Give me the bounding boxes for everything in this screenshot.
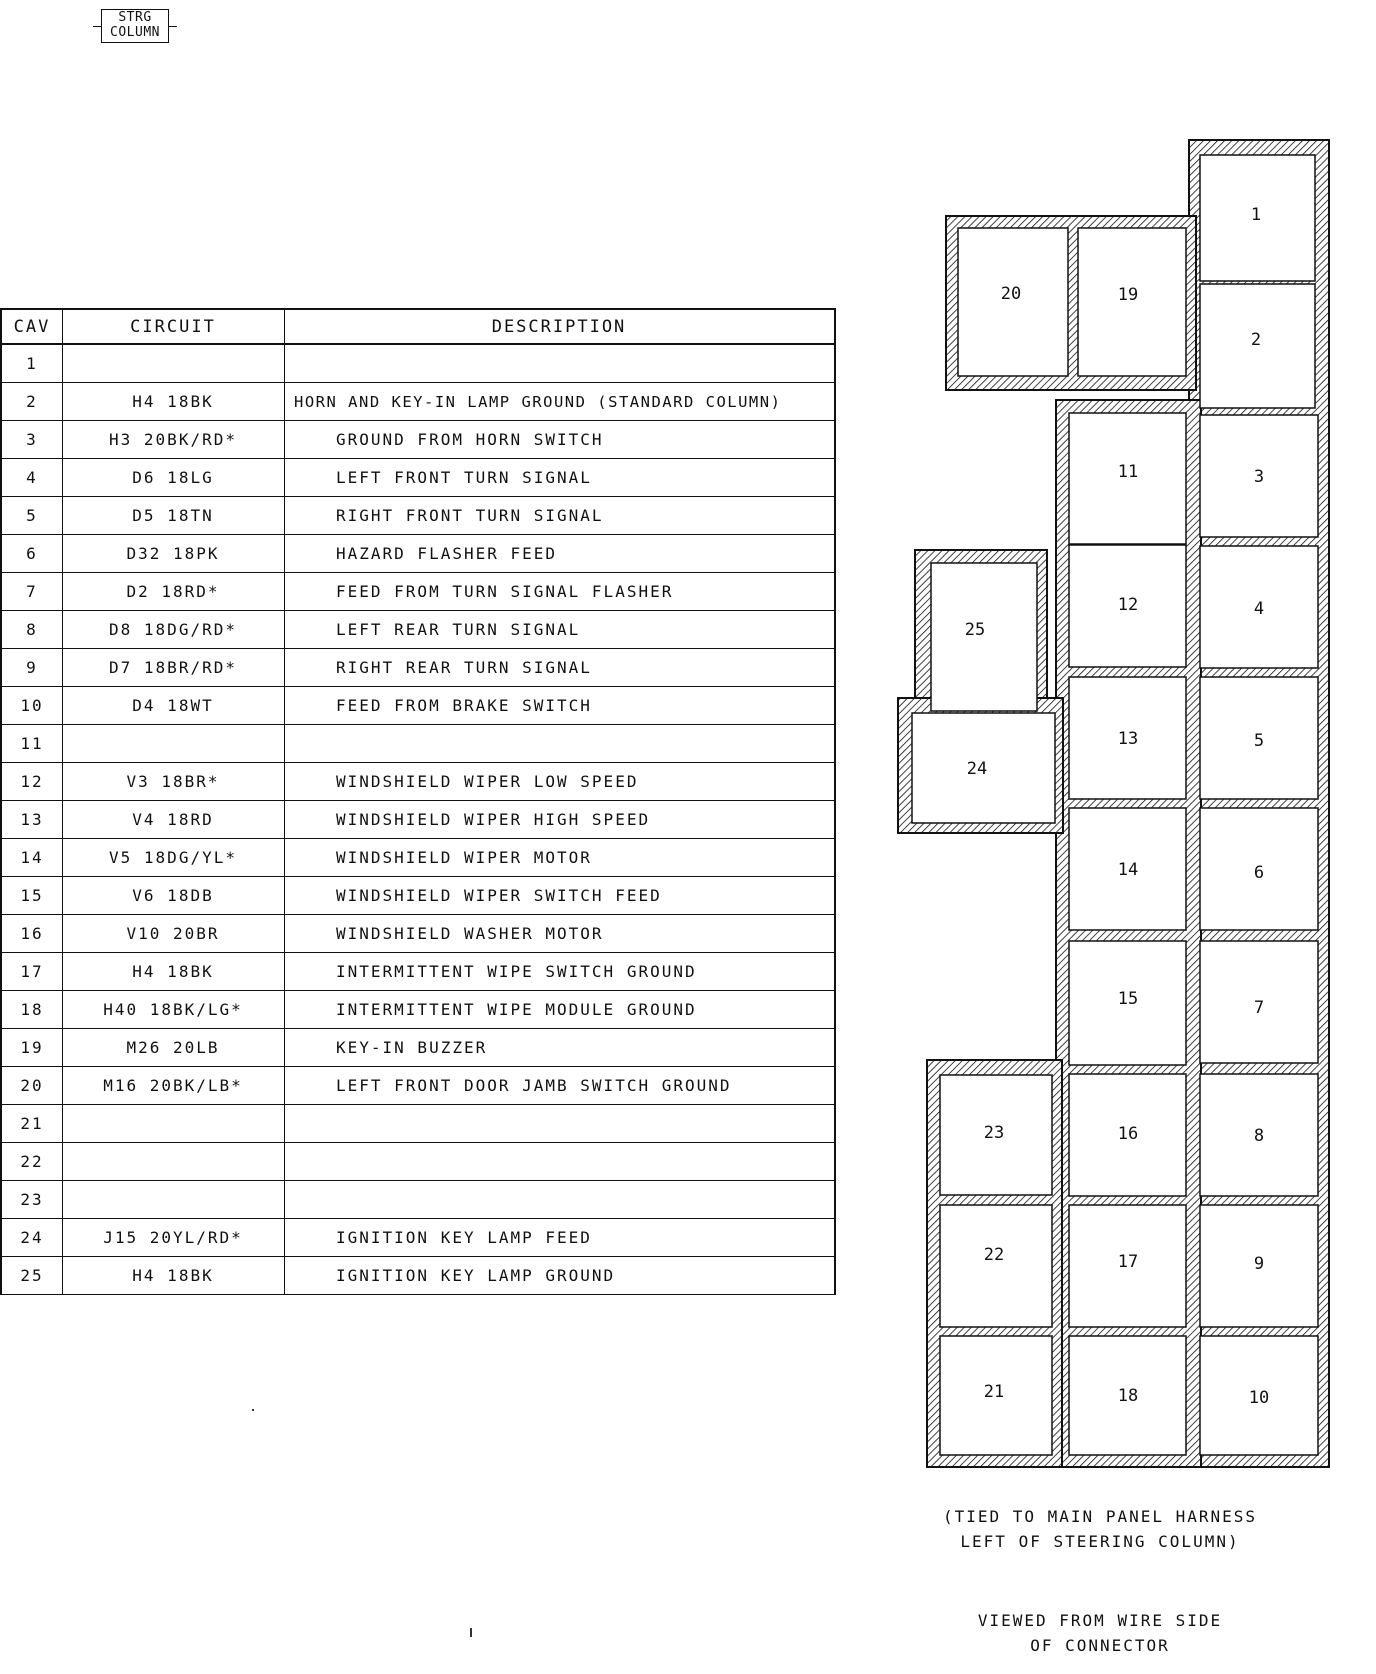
cell-description: LEFT FRONT DOOR JAMB SWITCH GROUND: [336, 1076, 732, 1095]
cell-circuit: V10 20BR: [62, 915, 285, 952]
header-cav: CAV: [2, 310, 63, 343]
cell-cav: 17: [2, 953, 63, 990]
cell-circuit: V6 18DB: [62, 877, 285, 914]
cell-description: HAZARD FLASHER FEED: [336, 544, 558, 563]
cell-cav: 1: [2, 345, 63, 382]
cell-description: INTERMITTENT WIPE SWITCH GROUND: [336, 962, 697, 981]
cell-description: WINDSHIELD WASHER MOTOR: [336, 924, 604, 943]
cell-circuit: H4 18BK: [62, 953, 285, 990]
cavity-label-2: 2: [1250, 330, 1262, 350]
cell-circuit: V5 18DG/YL*: [62, 839, 285, 876]
cell-description: RIGHT REAR TURN SIGNAL: [336, 658, 592, 677]
cell-description: FEED FROM TURN SIGNAL FLASHER: [336, 582, 674, 601]
cell-cav: 23: [2, 1181, 63, 1218]
viewed-note: [950, 1608, 1250, 1658]
cell-description: INTERMITTENT WIPE MODULE GROUND: [336, 1000, 697, 1019]
cell-cav: 11: [2, 725, 63, 762]
cell-description: RIGHT FRONT TURN SIGNAL: [336, 506, 604, 525]
cell-description: WINDSHIELD WIPER LOW SPEED: [336, 772, 639, 791]
cavity-label-6: 6: [1253, 863, 1265, 883]
cell-cav: 25: [2, 1257, 63, 1294]
cell-cav: 22: [2, 1143, 63, 1180]
cell-circuit: H4 18BK: [62, 383, 285, 420]
cell-circuit: D5 18TN: [62, 497, 285, 534]
cavity-label-9: 9: [1253, 1254, 1265, 1274]
tied-note: [930, 1504, 1270, 1554]
cell-circuit: H4 18BK: [62, 1257, 285, 1294]
cell-cav: 13: [2, 801, 63, 838]
cell-description: IGNITION KEY LAMP GROUND: [336, 1266, 616, 1285]
cell-cav: 10: [2, 687, 63, 724]
cell-cav: 24: [2, 1219, 63, 1256]
cavity-label-13: 13: [1117, 729, 1139, 749]
cell-cav: 19: [2, 1029, 63, 1066]
cell-description: WINDSHIELD WIPER MOTOR: [336, 848, 592, 867]
cavity-label-21: 21: [983, 1382, 1005, 1402]
cavity-label-8: 8: [1253, 1126, 1265, 1146]
cell-circuit: D4 18WT: [62, 687, 285, 724]
cell-cav: 14: [2, 839, 63, 876]
cell-cav: 12: [2, 763, 63, 800]
cell-circuit: V3 18BR*: [62, 763, 285, 800]
cavity-label-14: 14: [1117, 860, 1139, 880]
header-description: DESCRIPTION: [491, 316, 627, 337]
cell-circuit: D7 18BR/RD*: [62, 649, 285, 686]
cavity-label-17: 17: [1117, 1252, 1139, 1272]
cell-description: LEFT REAR TURN SIGNAL: [336, 620, 581, 639]
viewed-note-line1: VIEWED FROM WIRE SIDE: [977, 1611, 1223, 1630]
cell-description: FEED FROM BRAKE SWITCH: [336, 696, 592, 715]
cell-circuit: J15 20YL/RD*: [62, 1219, 285, 1256]
tied-note-line1: (TIED TO MAIN PANEL HARNESS: [942, 1507, 1258, 1526]
cell-cav: 2: [2, 383, 63, 420]
cell-description: KEY-IN BUZZER: [336, 1038, 488, 1057]
strg-column-label-line1: STRG: [118, 10, 152, 25]
cavity-label-19: 19: [1117, 285, 1139, 305]
stray-mark: [470, 1628, 472, 1637]
cavity-label-4: 4: [1253, 599, 1265, 619]
strg-column-label-line2: COLUMN: [110, 25, 160, 40]
tied-note-line2: LEFT OF STEERING COLUMN): [960, 1532, 1240, 1551]
cavity-label-24: 24: [966, 759, 988, 779]
cell-circuit: D8 18DG/RD*: [62, 611, 285, 648]
stray-dot: [252, 1409, 254, 1411]
cell-circuit: D6 18LG: [62, 459, 285, 496]
cell-description: WINDSHIELD WIPER HIGH SPEED: [336, 810, 651, 829]
cavity-label-11: 11: [1117, 462, 1139, 482]
cell-description: LEFT FRONT TURN SIGNAL: [336, 468, 592, 487]
cavity-label-23: 23: [983, 1123, 1005, 1143]
cavity-label-20: 20: [1000, 284, 1022, 304]
cell-description: HORN AND KEY-IN LAMP GROUND (STANDARD COLUMN): [294, 392, 782, 411]
cavity-label-7: 7: [1253, 998, 1265, 1018]
cell-cav: 5: [2, 497, 63, 534]
cavity-label-25: 25: [964, 620, 986, 640]
viewed-note-line2: OF CONNECTOR: [1030, 1636, 1170, 1655]
cavity-label-3: 3: [1253, 467, 1265, 487]
cavity-label-1: 1: [1250, 205, 1262, 225]
cell-circuit: D32 18PK: [62, 535, 285, 572]
cell-cav: 8: [2, 611, 63, 648]
cavity-label-5: 5: [1253, 731, 1265, 751]
cell-cav: 15: [2, 877, 63, 914]
cell-circuit: D2 18RD*: [62, 573, 285, 610]
cell-cav: 3: [2, 421, 63, 458]
cell-cav: 9: [2, 649, 63, 686]
cavity-label-10: 10: [1248, 1388, 1270, 1408]
cell-cav: 6: [2, 535, 63, 572]
cell-circuit: M26 20LB: [62, 1029, 285, 1066]
cell-description: GROUND FROM HORN SWITCH: [336, 430, 604, 449]
cavity-label-18: 18: [1117, 1386, 1139, 1406]
header-circuit: CIRCUIT: [62, 310, 285, 343]
cell-cav: 20: [2, 1067, 63, 1104]
cell-cav: 18: [2, 991, 63, 1028]
cell-cav: 21: [2, 1105, 63, 1142]
cell-cav: 4: [2, 459, 63, 496]
cavity-label-15: 15: [1117, 989, 1139, 1009]
cell-description: IGNITION KEY LAMP FEED: [336, 1228, 592, 1247]
cavity-label-16: 16: [1117, 1124, 1139, 1144]
cell-circuit: M16 20BK/LB*: [62, 1067, 285, 1104]
cell-circuit: V4 18RD: [62, 801, 285, 838]
cell-circuit: H3 20BK/RD*: [62, 421, 285, 458]
cell-circuit: H40 18BK/LG*: [62, 991, 285, 1028]
cavity-label-12: 12: [1117, 595, 1139, 615]
cell-description: WINDSHIELD WIPER SWITCH FEED: [336, 886, 662, 905]
cell-cav: 16: [2, 915, 63, 952]
cell-cav: 7: [2, 573, 63, 610]
cavity-label-22: 22: [983, 1245, 1005, 1265]
